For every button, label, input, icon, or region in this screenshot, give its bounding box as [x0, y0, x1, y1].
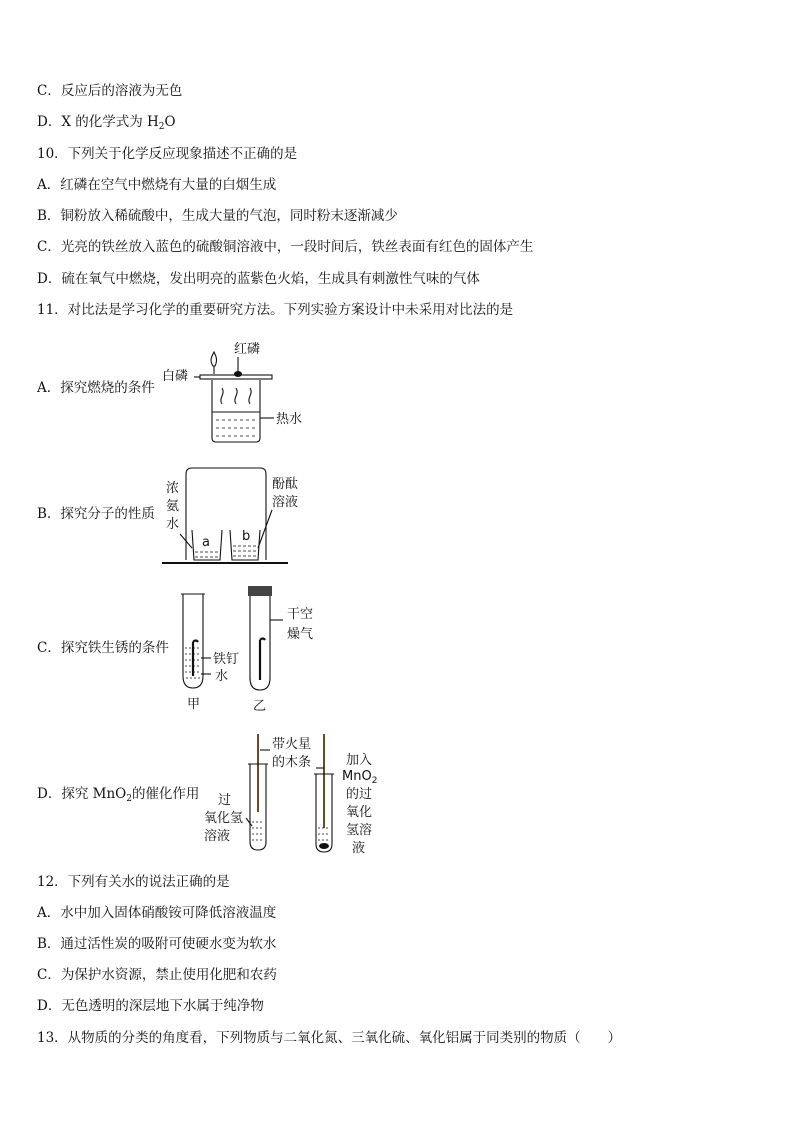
nail-2: [260, 639, 265, 681]
q11d-text-end: 的催化作用: [131, 786, 200, 802]
ammonia-label-2: 氨: [166, 499, 180, 514]
q13-stem: 13．从物质的分类的角度看，下列物质与二氧化氮、三氧化硫、氧化铝属于同类别的物质（ ）: [37, 1030, 622, 1046]
q12-stem: 12．下列有关水的说法正确的是: [37, 874, 230, 890]
q11-stem: 11．对比法是学习化学的重要研究方法。下列实验方案设计中未采用对比法的是: [37, 302, 514, 318]
red-phosphorus-dot: [234, 371, 242, 377]
h2o2-label-1: 过: [218, 793, 232, 808]
figure-molecules: [160, 462, 310, 572]
q10-stem: 10．下列关于化学反应现象描述不正确的是: [37, 146, 298, 162]
add-label-6: 液: [352, 841, 366, 856]
mno2-powder: [319, 843, 329, 849]
q10-option-d: D．硫在氧气中燃烧，发出明亮的蓝紫色火焰，生成具有刺激性气味的气体: [37, 271, 480, 287]
phenolphthalein-label-1: 酚酞: [272, 477, 299, 492]
q9-option-d: [37, 113, 176, 136]
figure-catalysis: [200, 730, 390, 860]
phenolphthalein-label-2: 溶液: [272, 495, 299, 510]
h2o2-liquid: [252, 822, 264, 840]
q11-option-b: B．探究分子的性质: [37, 506, 155, 522]
q9d-subscript: 2: [158, 122, 165, 132]
rubber-stopper: [248, 586, 272, 596]
q12-option-c: C．为保护水资源，禁止使用化肥和农药: [37, 967, 277, 983]
ammonia-label-1: 浓: [166, 481, 180, 496]
add-label-5: 氢溶: [346, 823, 373, 838]
add-label-3: 的过: [346, 787, 373, 802]
add-label-2-text: MnO: [342, 769, 372, 784]
add-label-2-sub: 2: [371, 776, 378, 786]
ammonia-label-3: 水: [166, 517, 180, 532]
nail-1: [193, 641, 198, 677]
q12-option-d: D．无色透明的深层地下水属于纯净物: [37, 998, 264, 1014]
tube-label-jia: 甲: [187, 697, 201, 712]
beaker: [212, 380, 260, 442]
tube-label-yi: 乙: [253, 699, 267, 714]
q9d-text: D．X 的化学式为 H: [37, 114, 159, 130]
phenol-pointer: [258, 510, 272, 548]
splint-label-1: 带火星: [272, 737, 312, 752]
q11d-text: D．探究 MnO: [37, 786, 127, 802]
water-hatch: [216, 420, 258, 436]
q11-option-a: A．探究燃烧的条件: [37, 380, 155, 396]
q11d-subscript: 2: [126, 794, 132, 804]
q10-option-b: B．铜粉放入稀硫酸中，生成大量的气泡，同时粉末逐渐减少: [37, 208, 398, 224]
hot-water-label: 热水: [276, 412, 303, 427]
q10-option-a: A．红磷在空气中燃烧有大量的白烟生成: [37, 177, 277, 193]
dry-air-label-2: 燥气: [287, 627, 314, 642]
mno2-liquid: [318, 828, 330, 840]
q12-option-b: B．通过活性炭的吸附可使硬水变为软水: [37, 936, 277, 952]
steam-lines: [221, 388, 251, 404]
dry-air-label-1: 干空: [287, 607, 314, 622]
flame-icon: [211, 352, 217, 366]
q10-option-c: C．光亮的铁丝放入蓝色的硫酸铜溶液中，一段时间后，铁丝表面有红色的固体产生: [37, 239, 534, 255]
red-phosphorus-label: 红磷: [234, 342, 261, 357]
splint-label-2: 的木条: [272, 755, 312, 770]
q11-option-d: [37, 785, 199, 808]
white-phosphorus-label: 白磷: [162, 369, 189, 384]
add-label-2: [342, 769, 377, 786]
q9-option-c: C．反应后的溶液为无色: [37, 83, 183, 99]
figure-combustion: [160, 338, 320, 448]
figure-rusting: [175, 584, 335, 716]
beaker-a-label: a: [202, 535, 210, 550]
h2o2-label-3: 溶液: [204, 829, 231, 844]
h2o2-pointer: [246, 818, 252, 826]
beaker-b-label: b: [242, 529, 251, 544]
add-label-1: 加入: [346, 753, 373, 768]
q9d-text-end: O: [164, 114, 176, 130]
q12-option-a: A．水中加入固体硝酸铵可降低溶液温度: [37, 905, 277, 921]
water-label: 水: [215, 669, 229, 684]
add-label-4: 氧化: [346, 805, 373, 820]
h2o2-label-2: 氧化氢: [204, 811, 244, 826]
q11-option-c: C．探究铁生锈的条件: [37, 640, 169, 656]
nail-label: 铁钉: [213, 652, 240, 667]
